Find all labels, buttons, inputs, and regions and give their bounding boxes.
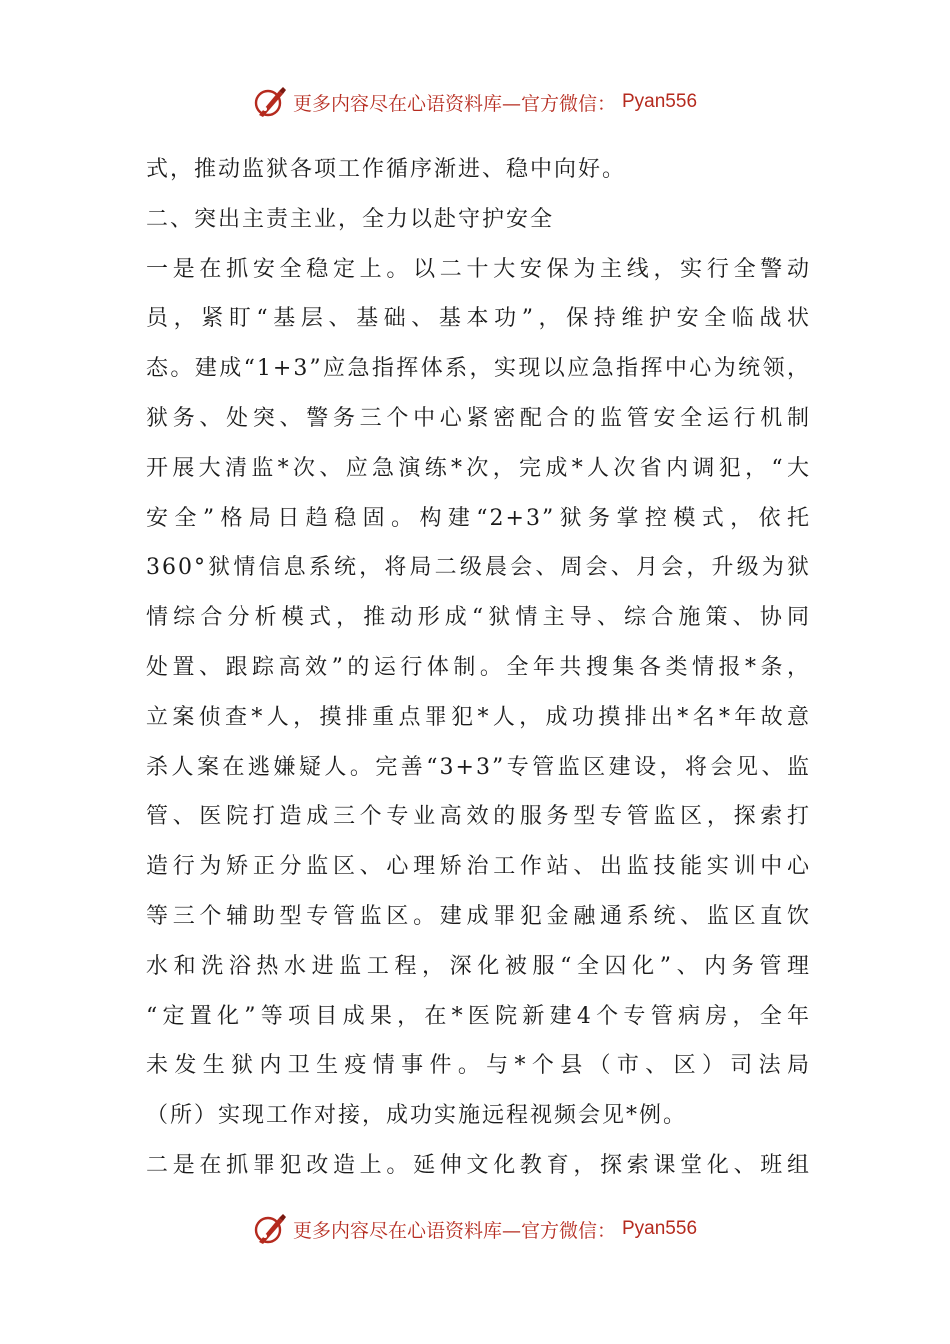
- banner-text: 更多内容尽在心语资料库—官方微信：: [292, 1219, 616, 1242]
- text-line: 二、突出主责主业，全力以赴守护安全: [146, 206, 555, 232]
- text-line: 等三个辅助型专管监区。建成罪犯金融通系统、监区直饮: [146, 903, 811, 929]
- text-line: 式，推动监狱各项工作循序渐进、稳中向好。: [146, 157, 627, 182]
- pen-circle-logo-icon: [253, 1212, 287, 1246]
- text-line: 一是在抓安全稳定上。以二十大安保为主线，实行全警动: [146, 256, 811, 282]
- text-line: 未发生狱内卫生疫情事件。与*个县（市、区）司法局: [146, 1053, 811, 1079]
- text-line: “定置化”等项目成果，在*医院新建4个专管病房，全年: [146, 1003, 811, 1029]
- text-line: 态。建成“1+3”应急指挥体系，实现以应急指挥中心为统领，: [146, 356, 811, 382]
- banner-wechat-id: Pyan556: [622, 91, 698, 112]
- banner-text: 更多内容尽在心语资料库—官方微信：: [292, 92, 616, 115]
- text-line: 二是在抓罪犯改造上。延伸文化教育，探索课堂化、班组: [146, 1152, 811, 1178]
- text-line: 开展大清监*次、应急演练*次，完成*人次省内调犯，“大: [146, 455, 811, 481]
- text-line: 水和洗浴热水进监工程，深化被服“全囚化”、内务管理: [146, 953, 811, 979]
- text-line: 管、医院打造成三个专业高效的服务型专管监区，探索打: [146, 804, 811, 830]
- text-line: 情综合分析模式，推动形成“狱情主导、综合施策、协同: [146, 605, 811, 631]
- text-line: 360°狱情信息系统，将局二级晨会、周会、月会，升级为狱: [146, 555, 811, 581]
- header-banner: [0, 82, 950, 122]
- document-body: [146, 152, 811, 1198]
- text-line: 员，紧盯“基层、基础、基本功”，保持维护安全临战状: [146, 306, 811, 332]
- banner-wechat-id: Pyan556: [622, 1218, 698, 1239]
- text-line: 安全”格局日趋稳固。构建“2+3”狱务掌控模式，依托: [146, 505, 811, 531]
- text-line: （所）实现工作对接，成功实施远程视频会见*例。: [146, 1103, 688, 1129]
- text-line: 处置、跟踪高效”的运行体制。全年共搜集各类情报*条，: [146, 654, 811, 680]
- text-line: 杀人案在逃嫌疑人。完善“3+3”专管监区建设，将会见、监: [146, 754, 811, 780]
- text-line: 造行为矫正分监区、心理矫治工作站、出监技能实训中心: [146, 854, 811, 880]
- pen-circle-logo-icon: [253, 85, 287, 119]
- footer-banner: [0, 1209, 950, 1249]
- text-line: 狱务、处突、警务三个中心紧密配合的监管安全运行机制: [146, 405, 811, 431]
- text-line: 立案侦查*人，摸排重点罪犯*人，成功摸排出*名*年故意: [146, 704, 811, 730]
